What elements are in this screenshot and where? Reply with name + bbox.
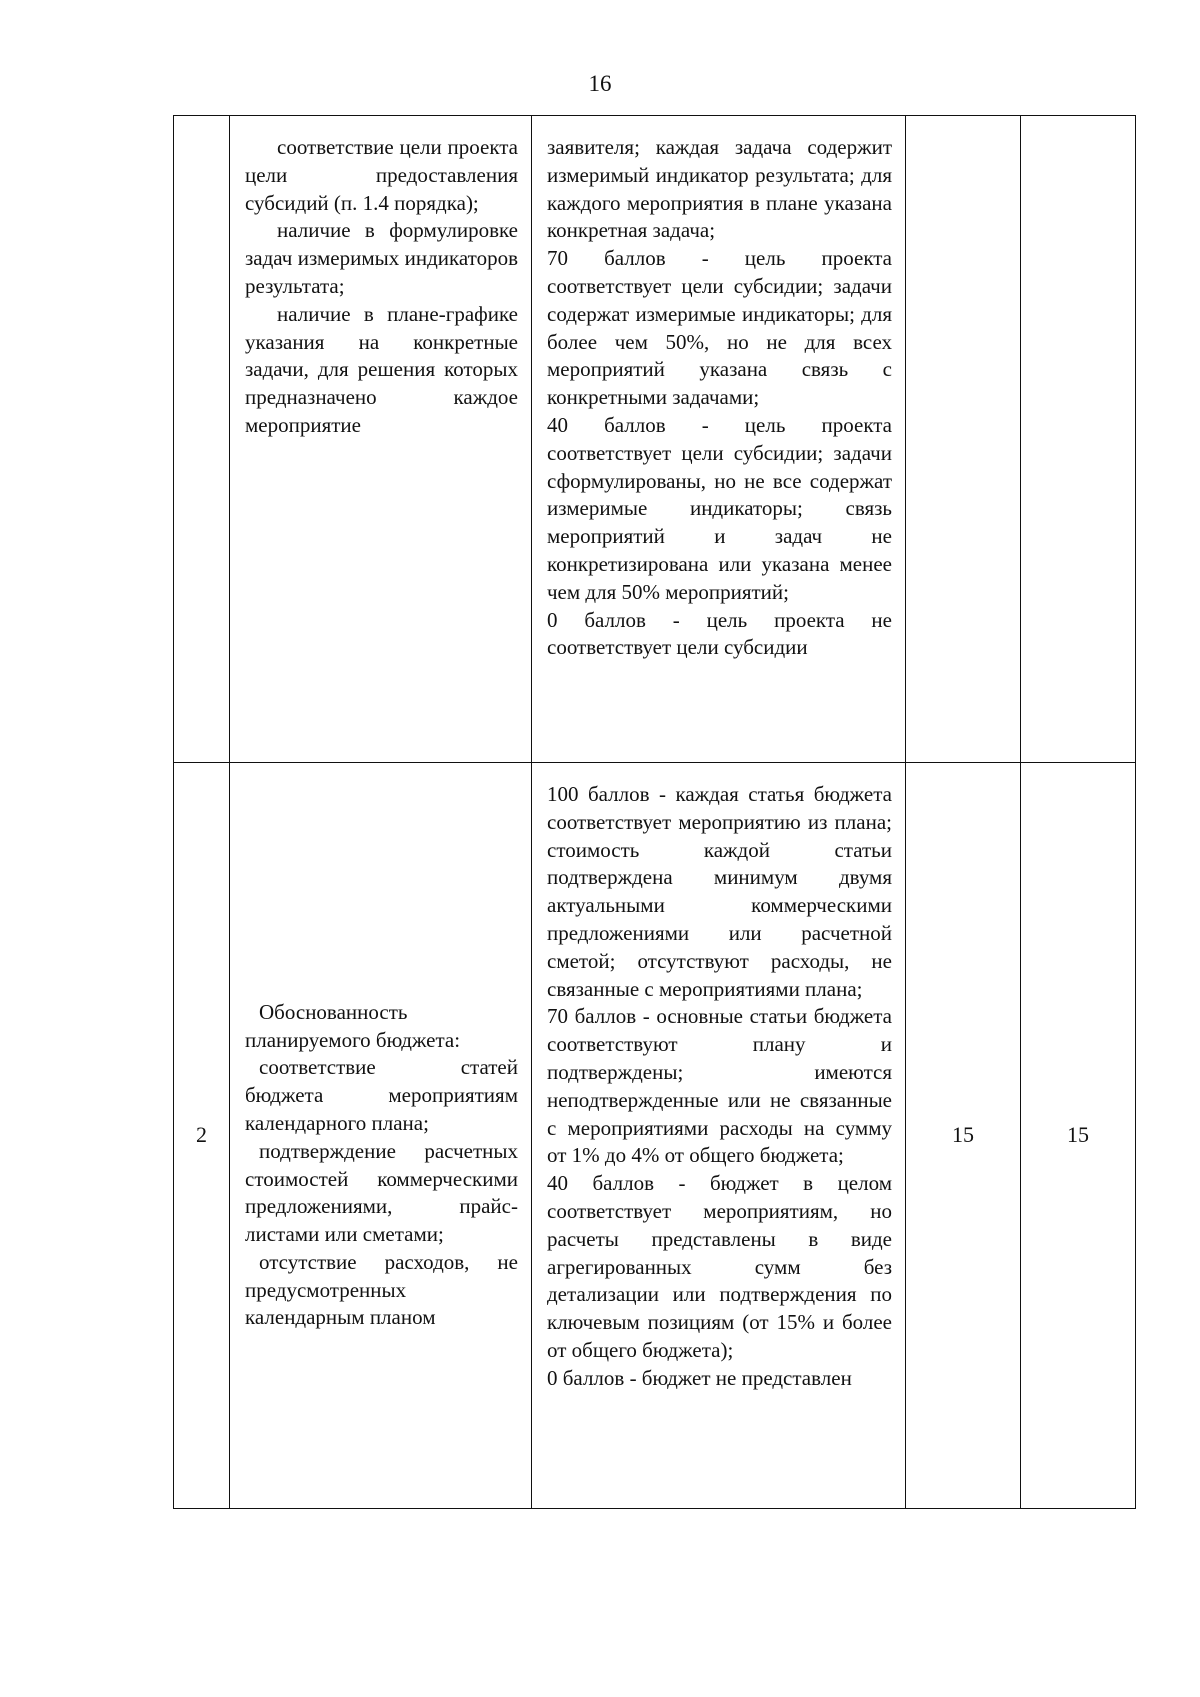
scoring-description-cell (532, 116, 906, 763)
score-value: 15 (1067, 1122, 1089, 1148)
criterion-text: подтверждение расчетных стоимостей коммерческими предложениями, прайс-листами или сметами; (245, 1138, 518, 1247)
scoring-text: 70 баллов - основные статьи бюджета соответствуют плану и подтверждены; имеются неподтвержденные или не связанные с мероприятиями расходы на сумму от 1% до 4% от общего бюджета; (547, 1004, 892, 1168)
max-score-cell (906, 763, 1021, 1509)
scoring-text: 0 баллов - цель проекта не соответствует цели субсидии (547, 607, 892, 660)
scoring-text: 70 баллов - цель проекта соответствует цели субсидии; задачи содержат измеримые индикаторы; для более чем 50%, но не для всех мероприятий указана связь с конкретными задачами; (547, 246, 892, 410)
criterion-text: соответствие статей бюджета мероприятиям календарного плана; (245, 1055, 518, 1135)
criteria-table (173, 115, 1136, 1509)
scoring-text: 40 баллов - бюджет в целом соответствует мероприятиям, но расчеты представлены в виде агрегированных сумм без детализации или подтверждения по ключевым позициям (от 15% и более от общего бюджета); (547, 1171, 892, 1362)
criterion-text: наличие в плане-графике указания на конкретные задачи, для решения которых предназначено каждое мероприятие (245, 301, 518, 437)
scoring-text: 0 баллов - бюджет не представлен (547, 1365, 852, 1390)
max-score-cell (906, 116, 1021, 763)
row-number-cell (174, 763, 230, 1509)
scoring-description-cell (532, 763, 906, 1509)
scoring-text: 40 баллов - цель проекта соответствует цели субсидии; задачи сформулированы, но не все содержат измеримые индикаторы; связь мероприятий и задач не конкретизирована или указана менее чем для 50% мероприятий; (547, 412, 892, 604)
criterion-cell (230, 116, 532, 763)
criterion-text: отсутствие расходов, не предусмотренных календарным планом (245, 1249, 518, 1330)
scoring-text: заявителя; каждая задача содержит измеримый индикатор результата; для каждого мероприятия в плане указана конкретная задача; (547, 135, 892, 243)
table-row (174, 763, 1136, 1509)
criterion-text: соответствие цели проекта цели предоставления субсидий (п. 1.4 порядка); (245, 135, 518, 215)
table-row (174, 116, 1136, 763)
criterion-cell (230, 763, 532, 1509)
score-cell (1021, 763, 1136, 1509)
row-number: 2 (196, 1122, 207, 1148)
scoring-text: 100 баллов - каждая статья бюджета соответствует мероприятию из плана; стоимость каждой статьи подтверждена минимум двумя актуальными коммерческими предложениями или расчетной сметой; отсутствуют расходы, не связанные с мероприятиями плана; (547, 782, 892, 1001)
criterion-heading: Обоснованность планируемого бюджета: (245, 999, 461, 1052)
page-number: 16 (588, 71, 612, 96)
row-number-cell (174, 116, 230, 763)
max-score-value: 15 (952, 1122, 974, 1148)
score-cell (1021, 116, 1136, 763)
criterion-text: наличие в формулировке задач измеримых индикаторов результата; (245, 218, 518, 298)
